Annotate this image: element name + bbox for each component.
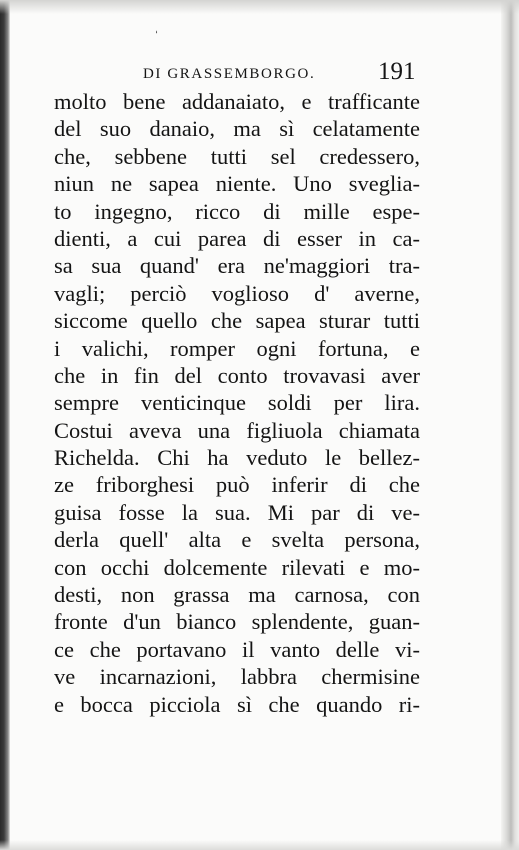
text-line: vagli; perciò voglioso d' averne,	[54, 280, 420, 306]
text-line: sempre venticinque soldi per lira.	[54, 390, 420, 416]
text-line: desti, non grassa ma carnosa, con	[54, 582, 420, 608]
stray-pen-mark: ʻ	[154, 29, 161, 42]
text-line: to ingegno, ricco di mille espe-	[54, 198, 420, 224]
page-number: 191	[378, 58, 416, 85]
text-line: i valichi, romper ogni fortuna, e	[54, 335, 420, 361]
page-bottom-shadow	[0, 840, 519, 850]
text-line: del suo danaio, ma sì celatamente	[54, 116, 420, 142]
running-head: DI GRASSEMBORGO.	[143, 66, 316, 82]
body-text	[54, 88, 420, 718]
text-line: Costui aveva una figliuola chiamata	[54, 417, 420, 443]
text-line: e bocca picciola sì che quando ri-	[54, 691, 420, 717]
text-line: con occhi dolcemente rilevati e mo-	[54, 554, 420, 580]
text-line: siccome quello che sapea sturar tutti	[54, 308, 420, 334]
text-line: dienti, a cui parea di esser in ca-	[54, 225, 420, 251]
text-line: ve incarnazioni, labbra chermisine	[54, 664, 420, 690]
text-line: fronte d'un bianco splendente, guan-	[54, 609, 420, 635]
text-line: ce che portavano il vanto delle vi-	[54, 636, 420, 662]
text-line: ze friborghesi può inferir di che	[54, 472, 420, 498]
text-line: niun ne sapea niente. Uno sveglia-	[54, 171, 420, 197]
text-line: che in fin del conto trovavasi aver	[54, 362, 420, 388]
page-right-edge	[501, 0, 519, 850]
text-line: derla quell' alta e svelta persona,	[54, 527, 420, 553]
page-binding-edge	[0, 0, 10, 850]
text-line: guisa fosse la sua. Mi par di ve-	[54, 499, 420, 525]
text-line: Richelda. Chi ha veduto le bellez-	[54, 445, 420, 471]
text-line: molto bene addanaiato, e trafficante	[54, 89, 420, 114]
page-top-shadow	[0, 0, 519, 14]
text-line: sa sua quand' era ne'maggiori tra-	[54, 253, 420, 279]
text-line: che, sebbene tutti sel credessero,	[54, 143, 420, 169]
